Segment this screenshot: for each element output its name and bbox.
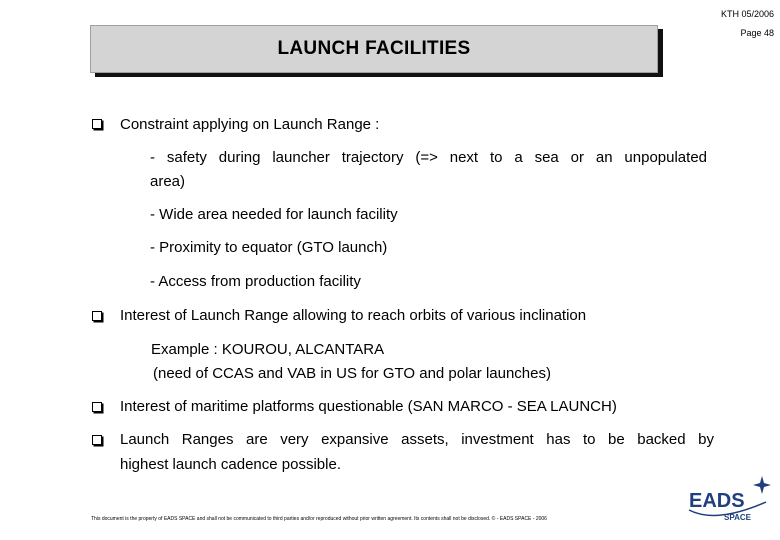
bullet-interest-range: Interest of Launch Range allowing to reach orbits of various inclination (120, 307, 587, 324)
logo-name: EADS (689, 490, 745, 512)
checkbox-bullet-icon (92, 402, 102, 412)
bullet-ranges-line1: Launch Ranges are very expansive assets, investment has to be backed by (120, 431, 714, 448)
header-date: KTH 05/2006 (720, 9, 774, 19)
example-line2: (need of CCAS and VAB in US for GTO and polar launches) (153, 365, 551, 382)
bullet-maritime: Interest of maritime platforms questionable (SAN MARCO - SEA LAUNCH) (120, 398, 617, 415)
checkbox-bullet-icon (92, 435, 102, 445)
sub-wide-area: - Wide area needed for launch facility (150, 206, 398, 223)
page-title: LAUNCH FACILITIES (277, 38, 471, 59)
page-number: Page 48 (740, 28, 774, 38)
footer-disclaimer: This document is the property of EADS SPACE and shall not be communicated to third parties and/or reproduced without prior written agreement. Its contents shall not be disclosed. © - EADS SPACE - 2006 (91, 516, 547, 522)
bullet-ranges-line2: highest launch cadence possible. (120, 456, 341, 473)
eads-logo (686, 474, 772, 524)
logo-subtitle: SPACE (724, 513, 751, 522)
sub-safety-line1: - safety during launcher trajectory (=> next to a sea or an unpopulated (150, 149, 707, 166)
title-banner (90, 25, 658, 73)
sub-proximity: - Proximity to equator (GTO launch) (150, 239, 388, 256)
sub-safety-line2: area) (150, 173, 186, 190)
sub-access: - Access from production facility (150, 273, 361, 290)
bullet-constraint: Constraint applying on Launch Range : (120, 116, 380, 133)
checkbox-bullet-icon (92, 119, 102, 129)
example-line1: Example : KOUROU, ALCANTARA (151, 341, 385, 358)
checkbox-bullet-icon (92, 311, 102, 321)
eads-star-icon (686, 474, 772, 524)
